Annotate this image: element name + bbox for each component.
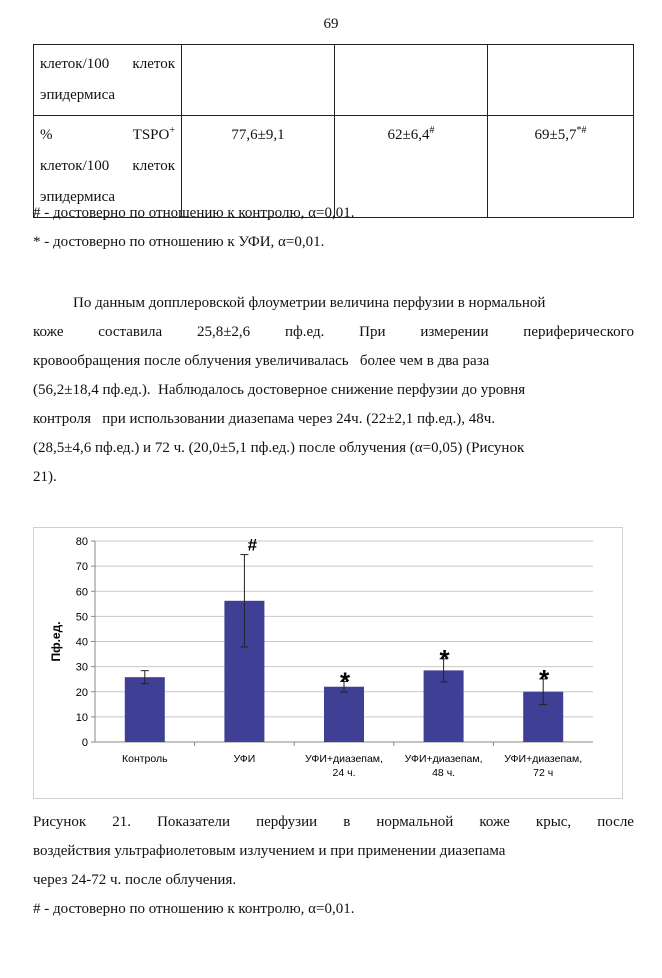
y-tick-label: 50: [75, 611, 88, 624]
table-row: [34, 45, 634, 116]
significance-marker: *: [439, 643, 450, 674]
table-cell: [488, 45, 634, 116]
category-label: 72 ч: [533, 767, 554, 779]
paragraph-word: 25,8±2,6: [196, 324, 251, 340]
paragraph-word: коже: [33, 324, 64, 340]
category-label: УФИ: [233, 753, 256, 765]
y-tick-label: 60: [75, 586, 88, 599]
figure-caption: Рисунок 21. Показатели перфузии в нормальной коже крыс, после воздействия ультрафиолетовым излучением и при применении диазепама через 24-72 ч. после облучения. # - достоверно по отношению к контролю, α=0,01.: [33, 808, 634, 924]
y-tick-label: 0: [81, 737, 88, 749]
table-cell-label: % TSPO+ клеток/100 клеток эпидермиса: [34, 116, 182, 218]
caption-word: Рисунок: [33, 814, 87, 830]
caption-note: # - достоверно по отношению к контролю, α=0,01.: [33, 901, 355, 917]
caption-word: Показатели: [157, 814, 231, 830]
table-row: [34, 116, 634, 218]
results-table: [33, 44, 634, 218]
caption-word: в: [343, 814, 351, 830]
paragraph-word: пф.ед.: [285, 324, 325, 340]
category-label: УФИ+диазепам,: [404, 753, 483, 765]
caption-word: крыс,: [535, 814, 572, 830]
caption-word: 21.: [112, 814, 131, 830]
table-cell: [182, 45, 335, 116]
paragraph-word: При: [359, 324, 386, 340]
y-tick-label: 40: [75, 636, 88, 649]
caption-word: перфузии: [256, 814, 318, 830]
caption-word: после: [597, 814, 634, 830]
note-uvi: * - достоверно по отношению к УФИ, α=0,01.: [33, 234, 325, 250]
category-label: УФИ+диазепам,: [504, 753, 583, 765]
page-number: 69: [323, 16, 339, 32]
paragraph-word: измерении: [420, 324, 489, 340]
note-control: # - достоверно по отношению к контролю, α=0,01.: [33, 205, 355, 221]
bar: [125, 677, 165, 742]
y-tick-label: 20: [75, 686, 88, 699]
body-paragraph: По данным допплеровской флоуметрии величина перфузии в нормальной коже составила 25,8±2,6 пф.ед. При измерении периферического кровообращения после облучения увеличивалась более чем в два раза (56,2±18,4 пф.ед.). Наблюдалось достоверное снижение перфузии до уровня контроля при использовании диазепама через 24ч. (22±2,1 пф.ед.), 48ч. (28,5±4,6 пф.ед.) и 72 ч. (20,0±5,1 пф.ед.) после облучения (α=0,05) (Рисунок 21).: [33, 295, 634, 485]
y-tick-label: 80: [75, 536, 88, 548]
table-cell-value: 69±5,7*#: [488, 116, 634, 218]
chart-svg: [33, 527, 623, 799]
paragraph-word: периферического: [523, 324, 634, 340]
paragraph-word: составила: [98, 324, 163, 340]
caption-word: нормальной: [376, 814, 454, 830]
category-label: УФИ+диазепам,: [305, 753, 383, 765]
y-axis-label: Пф.ед.: [49, 621, 63, 662]
significance-marker: *: [339, 666, 351, 697]
category-label: 24 ч.: [332, 767, 356, 779]
significance-marker: #: [247, 535, 258, 555]
y-tick-label: 30: [75, 661, 88, 674]
table-cell-value: 62±6,4#: [335, 116, 488, 218]
table-cell-label: клеток/100 клеток эпидермиса: [34, 45, 182, 116]
table-cell: [335, 45, 488, 116]
category-label: 48 ч.: [432, 767, 456, 779]
significance-marker: *: [539, 663, 550, 694]
caption-word: коже: [479, 814, 510, 830]
y-tick-label: 70: [75, 561, 88, 574]
category-label: Контроль: [121, 753, 168, 765]
perfusion-chart: [33, 527, 623, 799]
y-tick-label: 10: [75, 711, 88, 724]
table-cell-value: 77,6±9,1: [182, 116, 335, 218]
